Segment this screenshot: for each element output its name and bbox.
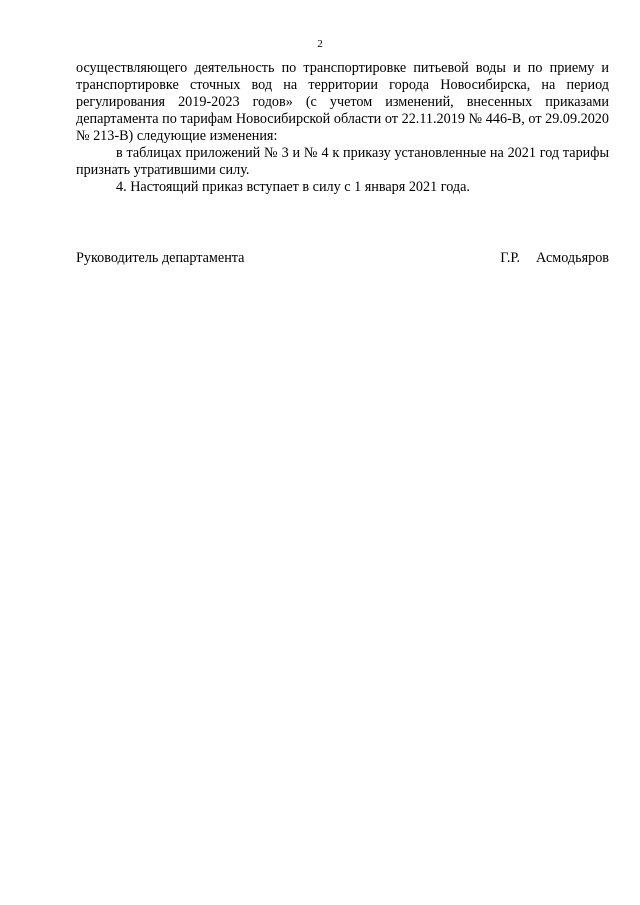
signer-position: Руководитель департамента	[76, 250, 245, 266]
paragraph-tariffs: в таблицах приложений № 3 и № 4 к приказу установленные на 2021 год тарифы признать утратившими силу.	[76, 145, 609, 178]
document-body	[76, 60, 609, 196]
signer-initials: Г.Р.	[500, 250, 521, 266]
paragraph-continuation: осуществляющего деятельность по транспортировке питьевой воды и по приему и транспортировке сточных вод на территории города Новосибирска, на период регулирования 2019-2023 годов» (с учетом изменений, внесенных приказами департамента по тарифам Новосибирской области от 22.11.2019 № 446-В, от 29.09.2020 № 213-В) следующие изменения:	[76, 60, 609, 144]
signer-surname: Асмодьяров	[536, 250, 609, 266]
paragraph-effective-date: 4. Настоящий приказ вступает в силу с 1 января 2021 года.	[116, 179, 470, 195]
signature-block	[76, 250, 609, 267]
page-number: 2	[317, 38, 323, 50]
signer-name	[500, 250, 609, 267]
